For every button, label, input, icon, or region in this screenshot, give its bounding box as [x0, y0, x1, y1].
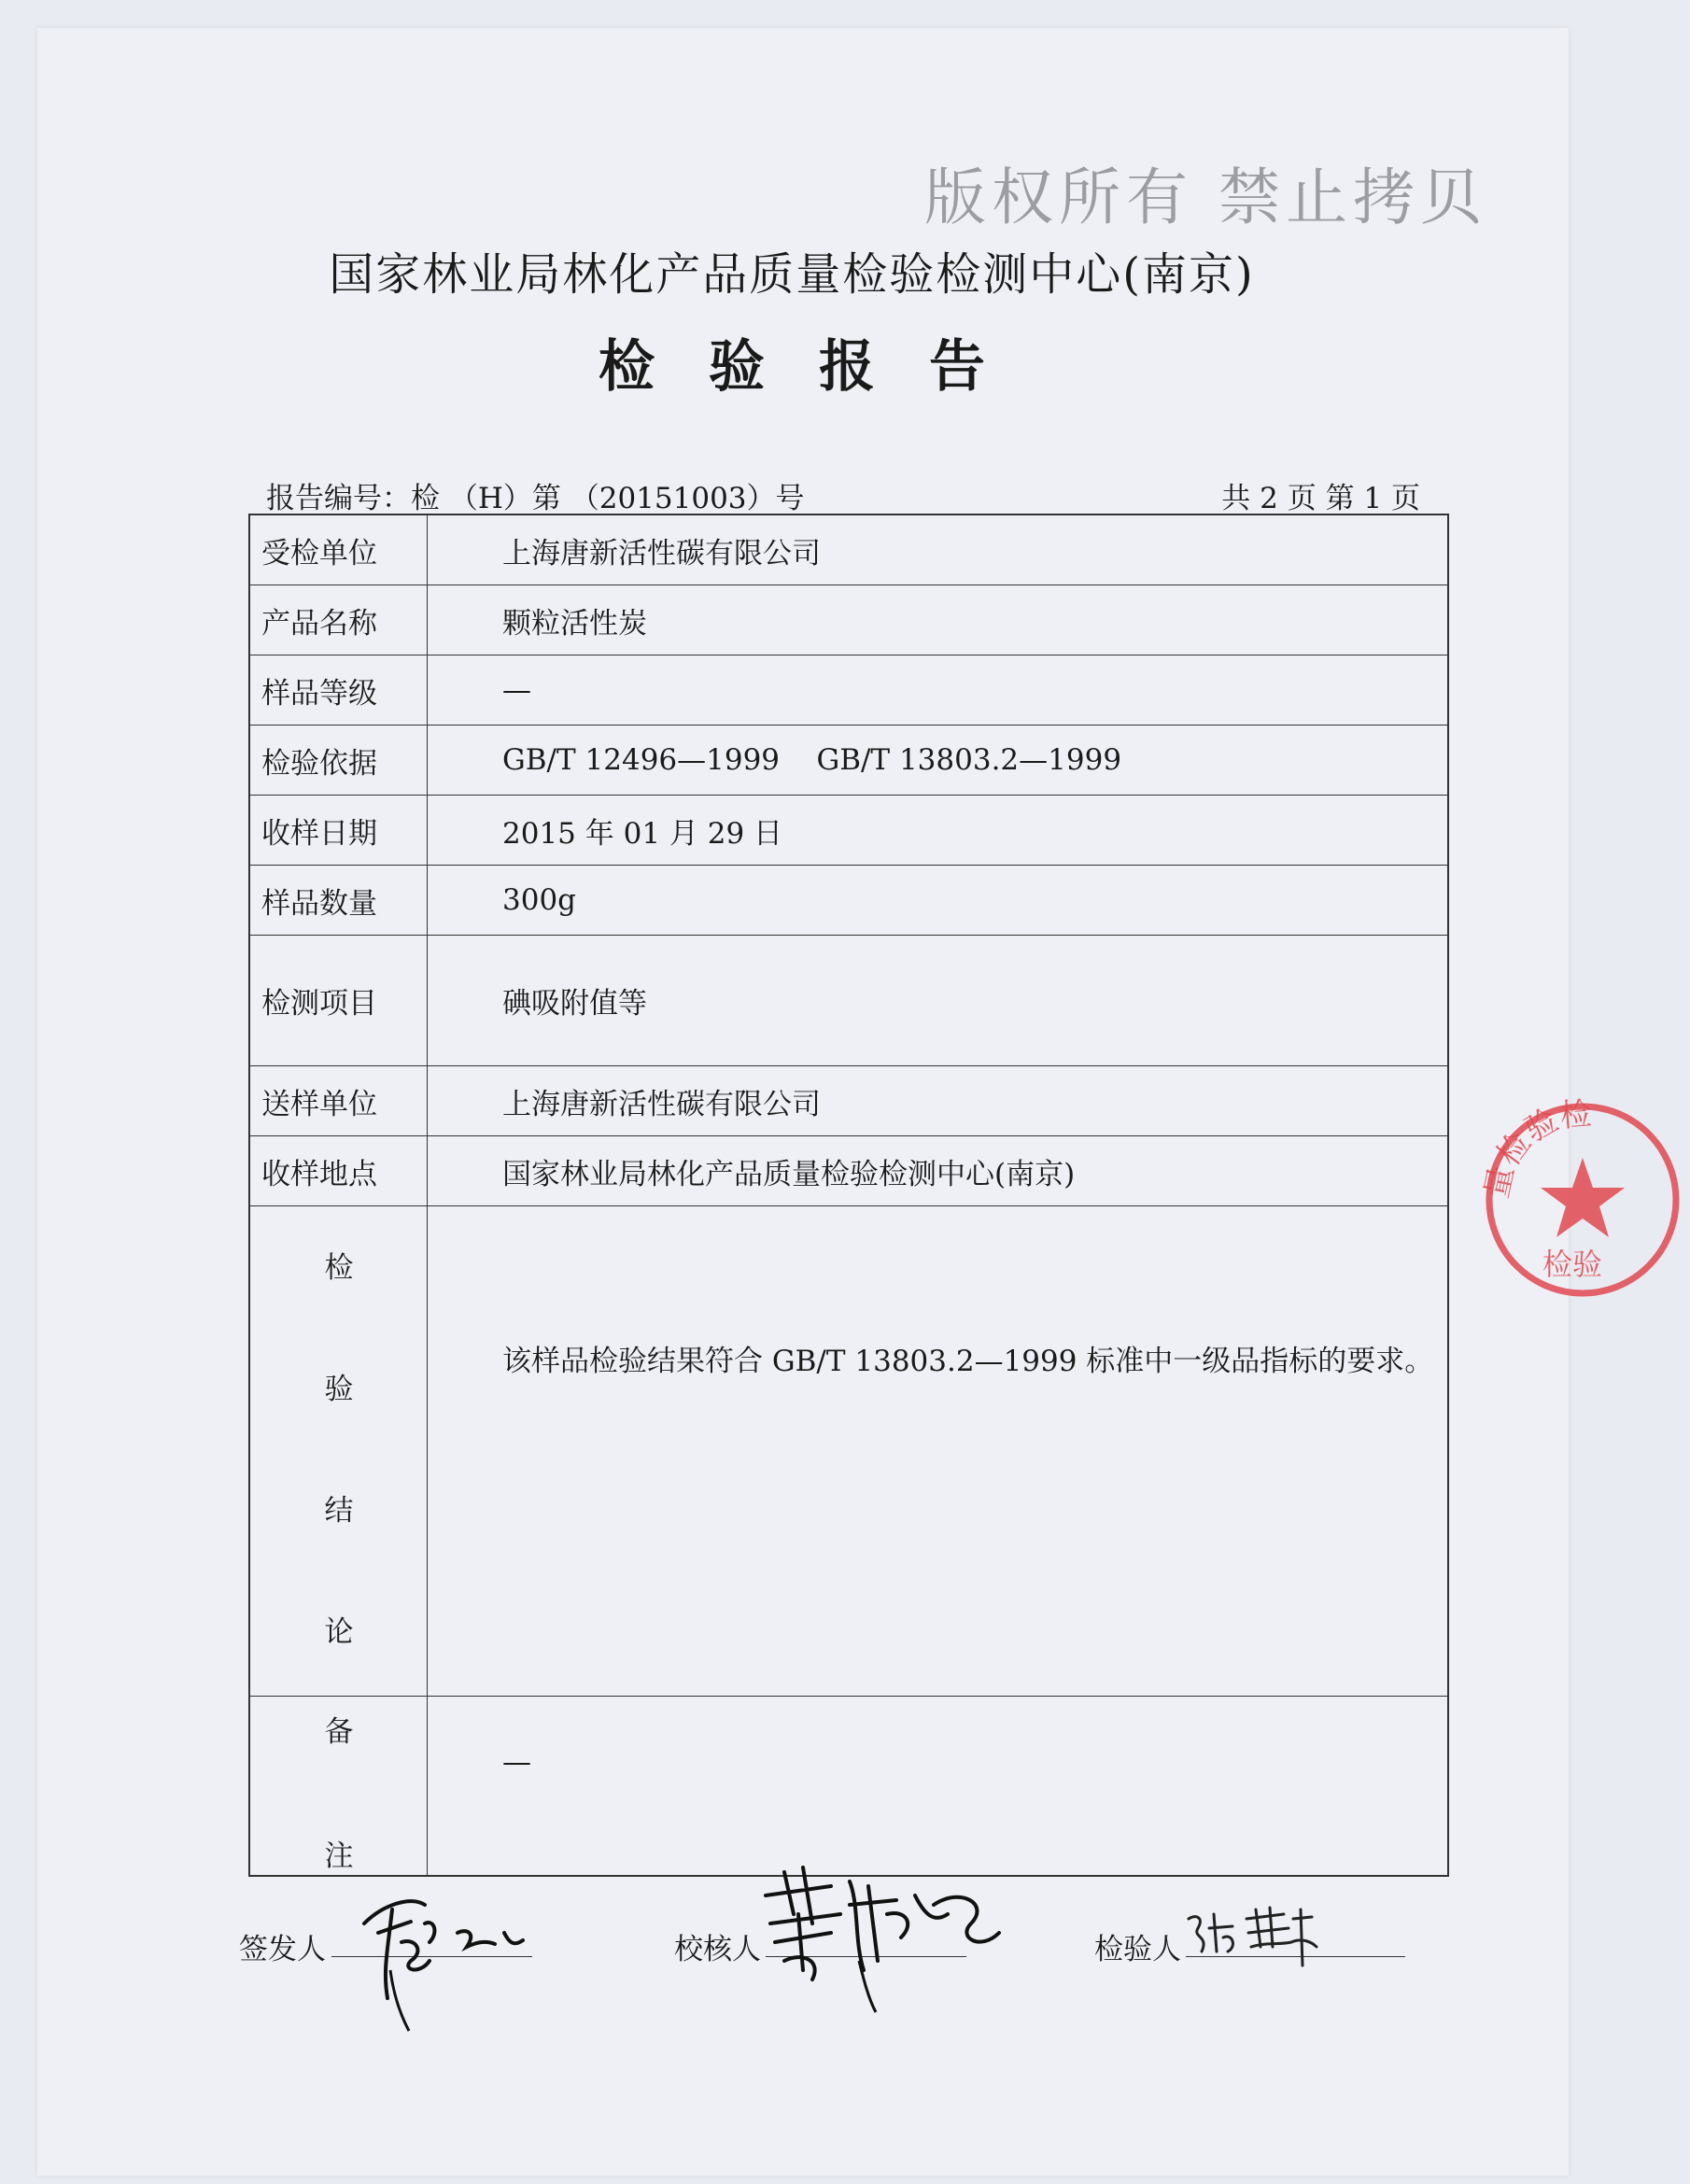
stamp-text: 量检验检: [1477, 1095, 1594, 1202]
issuer-signature: [336, 1867, 551, 2036]
label-char: 注: [324, 1839, 354, 1873]
table-row: [250, 1066, 1447, 1136]
table-row: [250, 726, 1447, 796]
table-row: [250, 515, 1447, 585]
page-info: 共 2 页 第 1 页: [1221, 482, 1420, 515]
remarks-row: [250, 1697, 1447, 1875]
row-value: —: [502, 673, 531, 707]
row-label: 样品数量: [250, 866, 428, 935]
inspector-label: 检验人: [1094, 1933, 1181, 1966]
row-value: 国家林业局林化产品质量检验检测中心(南京): [502, 1157, 1076, 1191]
table-row: [250, 866, 1447, 936]
official-stamp: [1475, 1092, 1690, 1307]
row-value: GB/T 12496—1999 GB/T 13803.2—1999: [502, 743, 1122, 777]
row-label: 受检单位: [250, 515, 428, 585]
table-row: [250, 1136, 1447, 1206]
copyright-watermark: 版权所有 禁止拷贝: [924, 162, 1487, 233]
row-value: 上海唐新活性碳有限公司: [502, 536, 821, 571]
report-table: [248, 514, 1449, 1877]
remarks-label: [250, 1697, 428, 1875]
row-value: 300g: [502, 883, 577, 917]
table-row: [250, 655, 1447, 726]
remarks-text: —: [502, 1745, 531, 1779]
conclusion-text: 该样品检验结果符合 GB/T 13803.2—1999 标准中一级品指标的要求。: [502, 1345, 1434, 1378]
report-title: 检验报告: [599, 334, 1039, 400]
label-char: 论: [324, 1615, 354, 1649]
row-value: 2015 年 01 月 29 日: [502, 816, 783, 851]
stamp-bottom-text: 检验: [1542, 1247, 1603, 1282]
row-value: 上海唐新活性碳有限公司: [502, 1087, 821, 1121]
conclusion-label: [250, 1206, 428, 1696]
issuer-label: 签发人: [239, 1933, 326, 1966]
label-char: 验: [324, 1373, 354, 1406]
reviewer-label: 校核人: [674, 1933, 761, 1966]
row-value: 碘吸附值等: [502, 987, 647, 1021]
row-label: 检验依据: [250, 726, 428, 795]
label-char: 检: [324, 1251, 354, 1285]
row-label: 产品名称: [250, 585, 428, 655]
label-char: 结: [324, 1494, 354, 1528]
table-row: [250, 796, 1447, 866]
reviewer-signature: [747, 1858, 1027, 2017]
row-value: 颗粒活性炭: [502, 606, 647, 641]
row-label: 样品等级: [250, 655, 428, 725]
row-label: 送样单位: [250, 1066, 428, 1135]
label-char: 备: [324, 1715, 354, 1749]
stamp-star-icon: [1541, 1158, 1625, 1237]
organization-name: 国家林业局林化产品质量检验检测中心(南京): [329, 248, 1255, 301]
report-number: 报告编号：检 （H）第 （20151003）号: [266, 482, 805, 515]
table-row: [250, 936, 1447, 1066]
row-label: 收样日期: [250, 796, 428, 865]
row-label: 收样地点: [250, 1136, 428, 1205]
conclusion-row: [250, 1206, 1447, 1697]
row-label: 检测项目: [250, 936, 428, 1065]
table-row: [250, 585, 1447, 655]
inspector-signature: [1181, 1900, 1321, 1984]
